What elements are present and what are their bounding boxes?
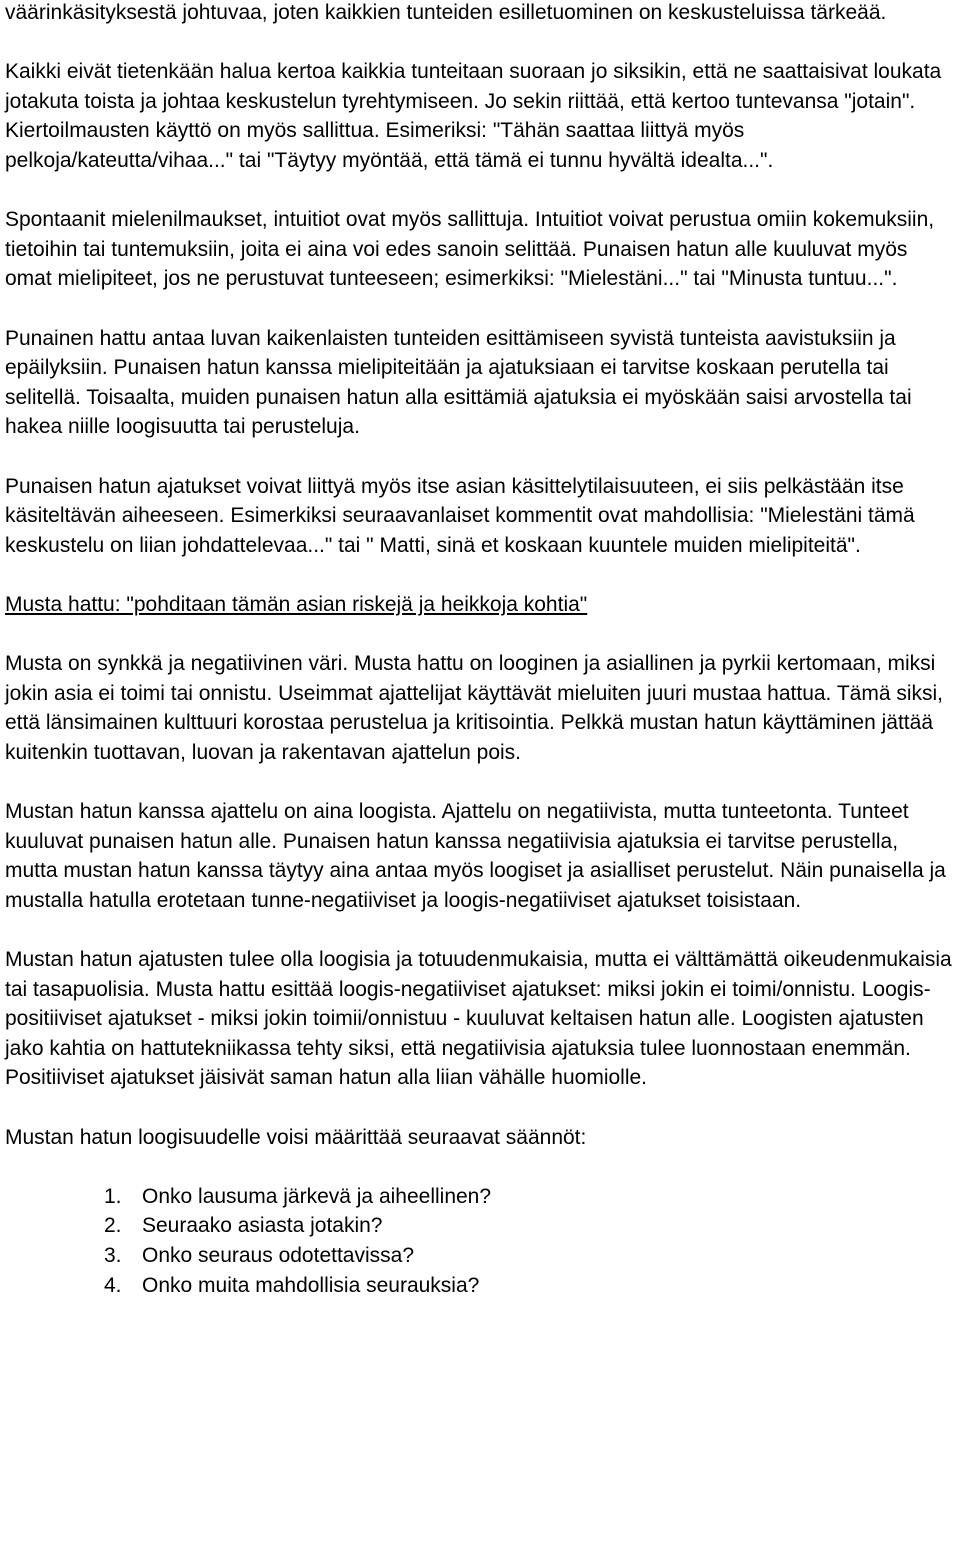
- list-number: 4.: [104, 1273, 122, 1297]
- paragraph-intuitions: Spontaanit mielenilmaukset, intuitiot ovat myös sallittuja. Intuitiot voivat perustua omiin kokemuksiin, tietoihin tai tuntemuksiin, joita ei aina voi edes sanoin selittää. Punaisen hatun alle kuuluvat myös omat mielipiteet, jos ne perustuvat tunteeseen; esimerkiksi: "Mielestäni..." tai "Minusta tuntuu...".: [5, 208, 935, 291]
- section-heading-black-hat: Musta hattu: "pohditaan tämän asian riskejä ja heikkoja kohtia": [5, 592, 588, 616]
- list-number: 2.: [104, 1214, 122, 1238]
- paragraph-black-hat-truth: Mustan hatun ajatusten tulee olla loogisia ja totuudenmukaisia, mutta ei välttämättä oikeudenmukaisia tai tasapuolisia. Musta hattu esittää loogis-negatiiviset ajatukset: miksi jokin ei toimi/onnistu. Loogis-positiiviset ajatukset - miksi jokin toimii/onnistuu - kuuluvat keltaisen hatun alle. Loogisten ajatusten jako kahtia on hattutekniikassa tehty siksi, että negatiivisia ajatuksia tulee luonnostaan enemmän. Positiiviset ajatukset jäisivät saman hatun alla liian vähälle huomiolle.: [5, 948, 952, 1090]
- list-text: Onko seuraus odotettavissa?: [142, 1243, 414, 1267]
- list-item: [104, 1241, 955, 1271]
- paragraph-black-color: Musta on synkkä ja negatiivinen väri. Musta hattu on looginen ja asiallinen ja pyrkii kertomaan, miksi jokin asia ei toimi tai onnistu. Useimmat ajattelijat käyttävät mieluiten juuri mustaa hattua. Tämä siksi, että länsimainen kulttuuri korostaa perustelua ja kritisointia. Pelkkä mustan hatun käyttäminen jättää kuitenkin tuottavan, luovan ja rakentavan ajattelun pois.: [5, 652, 944, 764]
- list-text: Onko lausuma järkevä ja aiheellinen?: [142, 1184, 492, 1208]
- list-text: Onko muita mahdollisia seurauksia?: [142, 1273, 480, 1297]
- list-text: Seuraako asiasta jotakin?: [142, 1214, 383, 1238]
- rules-list: [5, 1182, 955, 1300]
- paragraph-feelings-importance: väärinkäsityksestä johtuvaa, joten kaikkien tunteiden esilletuominen on keskusteluissa tärkeää.: [5, 1, 887, 24]
- list-item: [104, 1182, 955, 1212]
- paragraph-black-hat-logic: Mustan hatun kanssa ajattelu on aina loogista. Ajattelu on negatiivista, mutta tunteetonta. Tunteet kuuluvat punaisen hatun alle. Punaisen hatun kanssa negatiivisia ajatuksia ei tarvitse perustella, mutta mustan hatun kanssa täytyy aina antaa myös loogiset ja asialliset perustelut. Näin punaisella ja mustalla hatulla erotetaan tunne-negatiiviset ja loogis-negatiiviset ajatukset toisistaan.: [5, 800, 946, 912]
- paragraph-rules-intro: Mustan hatun loogisuudelle voisi määrittää seuraavat säännöt:: [5, 1125, 587, 1149]
- paragraph-indirect-expressions: Kaikki eivät tietenkään halua kertoa kaikkia tunteitaan suoraan jo siksikin, että ne saattaisivat loukata jotakuta toista ja johtaa keskustelun tyrehtymiseen. Jo sekin riittää, että kertoo tuntevansa "jotain". Kiertoilmausten käyttö on myös sallittua. Esimeriksi: "Tähän saattaa liittyä myös pelkoja/kateutta/vihaa..." tai "Täytyy myöntää, että tämä ei tunnu hyvältä idealta...".: [5, 60, 942, 172]
- paragraph-red-hat-permission: Punainen hattu antaa luvan kaikenlaisten tunteiden esittämiseen syvistä tunteista aavistuksiin ja epäilyksiin. Punaisen hatun kanssa mielipiteitään ja ajatuksiaan ei tarvitse koskaan perutella tai selitellä. Toisaalta, muiden punaisen hatun alla esittämiä ajatuksia ei myöskään saisi arvostella tai hakea niille loogisuutta tai perusteluja.: [5, 326, 912, 439]
- document-page: [5, 0, 955, 1300]
- list-number: 3.: [104, 1243, 122, 1267]
- list-number: 1.: [104, 1184, 122, 1208]
- list-item: [104, 1271, 955, 1301]
- paragraph-red-hat-session: Punaisen hatun ajatukset voivat liittyä myös itse asian käsittelytilaisuuteen, ei siis pelkästään itse käsiteltävän aiheeseen. Esimerkiksi seuraavanlaiset kommentit ovat mahdollisia: "Mielestäni tämä keskustelu on liian johdattelevaa..." tai " Matti, sinä et koskaan kuuntele muiden mielipiteitä".: [5, 474, 915, 557]
- list-item: [104, 1211, 955, 1241]
